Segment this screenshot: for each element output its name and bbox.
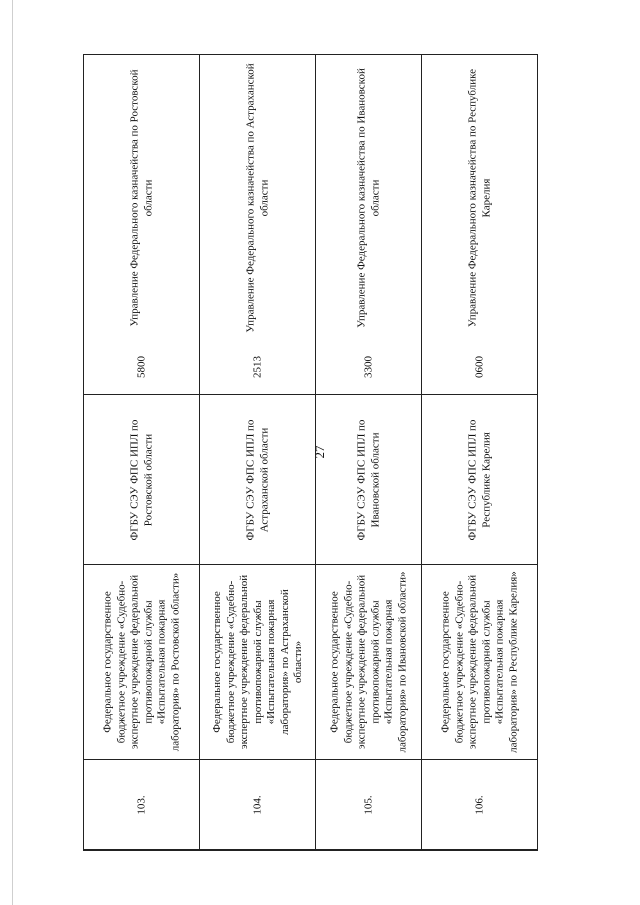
code: 5800 xyxy=(134,356,147,378)
row-number-cell xyxy=(422,760,537,850)
table-row xyxy=(200,55,316,850)
table-row xyxy=(84,55,200,850)
scan-edge-line xyxy=(12,0,13,905)
institution-name: Федеральное государственное бюджетное учреждение «Судебно-экспертное учреждение федеральной противопожарной службы «Испытательная пожарная лаборатория» по Ивановской области» xyxy=(328,571,408,753)
short-name-cell xyxy=(200,395,315,565)
treasury-cell xyxy=(316,55,421,340)
treasury-name: Управление Федерального казначейства по Республике Карелия xyxy=(466,68,492,327)
code-cell xyxy=(200,340,315,395)
treasury-name: Управление Федерального казначейства по Ростовской области xyxy=(128,68,154,327)
institution-name-cell xyxy=(422,565,537,760)
short-name-cell xyxy=(316,395,421,565)
table-row xyxy=(422,55,537,850)
treasury-cell xyxy=(84,55,199,340)
row-number: 106. xyxy=(472,794,485,815)
treasury-name: Управление Федерального казначейства по Астраханской области xyxy=(244,62,270,333)
treasury-name: Управление Федерального казначейства по Ивановской области xyxy=(355,67,381,328)
treasury-cell xyxy=(422,55,537,340)
short-name: ФГБУ СЭУ ФПС ИПЛ по Ивановской области xyxy=(355,419,381,540)
row-number-cell xyxy=(316,760,421,850)
institution-name-cell xyxy=(200,565,315,760)
row-number-cell xyxy=(200,760,315,850)
code: 2513 xyxy=(250,356,263,378)
table-row xyxy=(316,55,422,850)
code: 0600 xyxy=(472,356,485,378)
treasury-cell xyxy=(200,55,315,340)
code-cell xyxy=(422,340,537,395)
short-name: ФГБУ СЭУ ФПС ИПЛ по Республике Карелия xyxy=(466,419,492,540)
institution-name-cell xyxy=(316,565,421,760)
short-name-cell xyxy=(422,395,537,565)
code-cell xyxy=(84,340,199,395)
institution-name-cell xyxy=(84,565,199,760)
row-number: 103. xyxy=(134,794,147,815)
institutions-table xyxy=(83,54,538,851)
short-name-cell xyxy=(84,395,199,565)
institution-name: Федеральное государственное бюджетное учреждение «Судебно-экспертное учреждение федеральной противопожарной службы «Испытательная пожарная лаборатория» по Ростовской области» xyxy=(101,572,181,752)
code: 3300 xyxy=(361,356,374,378)
institution-name: Федеральное государственное бюджетное учреждение «Судебно-экспертное учреждение федеральной противопожарной службы «Испытательная пожарная лаборатория» по Астраханской области» xyxy=(210,574,304,750)
institution-name: Федеральное государственное бюджетное учреждение «Судебно-экспертное учреждение федеральной противопожарной службы «Испытательная пожарная лаборатория» по Республике Карелия» xyxy=(439,571,519,753)
page-number: 27 xyxy=(312,445,327,459)
row-number-cell xyxy=(84,760,199,850)
short-name: ФГБУ СЭУ ФПС ИПЛ по Астраханской области xyxy=(244,419,270,540)
row-number: 105. xyxy=(361,794,374,815)
row-number: 104. xyxy=(250,794,263,815)
short-name: ФГБУ СЭУ ФПС ИПЛ по Ростовской области xyxy=(128,419,154,540)
code-cell xyxy=(316,340,421,395)
